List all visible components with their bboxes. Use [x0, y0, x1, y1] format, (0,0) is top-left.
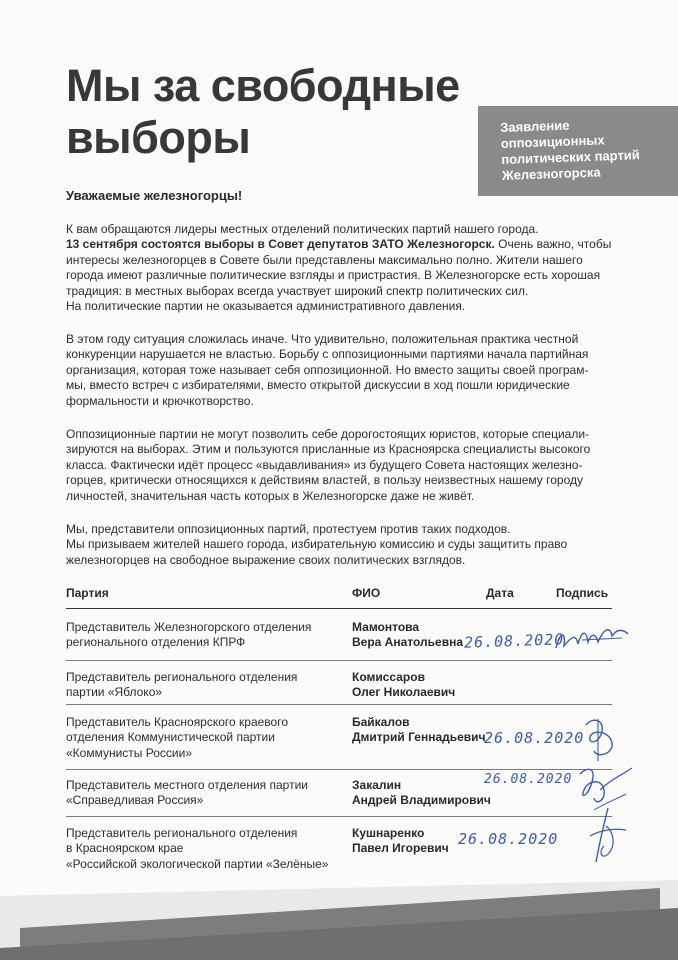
- fio-line: Мамонтова: [352, 620, 420, 634]
- party-line: в Красноярском крае: [66, 841, 184, 856]
- column-header-signature: Подпись: [556, 586, 609, 600]
- handwritten-date: 26.08.2020: [463, 630, 565, 652]
- fio-line: Андрей Владимирович: [352, 793, 491, 808]
- party-line: «Коммунисты России»: [66, 745, 192, 760]
- party-line: «Российской экологической партии «Зелёные»: [66, 856, 329, 871]
- party-line: отделения Коммунистической партии: [66, 730, 275, 745]
- table-row: [66, 715, 612, 770]
- text-line: формальности и крючкотворство.: [66, 393, 254, 408]
- table-row: [66, 620, 612, 661]
- text-line: традиция: в местных выборах всегда участвует широкий спектр политических сил.: [66, 283, 529, 298]
- text-line: На политические партии не оказывается административного давления.: [66, 299, 466, 314]
- party-cell: [66, 620, 336, 651]
- page-title: [66, 60, 466, 164]
- paragraph-lawyers: [66, 427, 626, 504]
- party-cell: [66, 826, 336, 872]
- text-line: Оппозиционные партии не могут позволить себе дорогостоящих юристов, которые специали-: [66, 427, 590, 441]
- fio-cell: [352, 778, 502, 809]
- text-line: класса. Фактически идёт процесс «выдавливания» из будущего Совета настоящих железно-: [66, 457, 583, 472]
- fio-line: Байкалов: [352, 715, 410, 729]
- statement-label-line: Заявление: [500, 117, 570, 135]
- column-header-fio: ФИО: [352, 586, 381, 600]
- table-row: [66, 772, 612, 817]
- footer-decoration: [0, 878, 678, 960]
- handwritten-date: 26.08.2020: [458, 830, 559, 848]
- party-line: Представитель Красноярского краевого: [66, 715, 289, 729]
- text-line: железногорцев на свободное выражение своих политических взглядов.: [66, 552, 466, 567]
- statement-label-box: [478, 106, 678, 196]
- statement-label-line: политических партий: [501, 147, 641, 167]
- statement-label: [500, 114, 672, 184]
- election-date-highlight: 13 сентября состоятся выборы в Совет депутатов ЗАТО Железногорск.: [66, 237, 495, 252]
- party-line: партии «Яблоко»: [66, 685, 163, 700]
- title-line: Мы за свободные: [66, 60, 460, 111]
- table-row: [66, 826, 612, 878]
- table-header: [66, 586, 612, 609]
- fio-line: Олег Николаевич: [352, 685, 456, 700]
- party-line: Представитель местного отделения партии: [66, 778, 308, 792]
- fio-cell: [352, 715, 502, 746]
- party-line: «Справедливая Россия»: [66, 793, 204, 808]
- fio-line: Дмитрий Геннадьевич: [352, 730, 486, 745]
- text-line: мы, вместо встреч с избирателями, вместо открытой дискуссии в ход пошли юридические: [66, 378, 570, 393]
- fio-line: Кушнаренко: [352, 826, 425, 840]
- paragraph-situation: [66, 332, 626, 409]
- paragraph-intro: [66, 222, 626, 314]
- signature-image: [586, 806, 632, 868]
- handwritten-date: 26.08.2020: [484, 772, 573, 787]
- fio-line: Вера Анатольевна: [352, 635, 463, 650]
- text-line: горцев, критически относящихся к действиям властей, в пользу неизвестных нашему городу: [66, 473, 584, 488]
- signature-image: [552, 622, 632, 658]
- party-cell: [66, 715, 336, 761]
- fio-line: Комиссаров: [352, 670, 425, 684]
- party-line: регионального отделения КПРФ: [66, 635, 246, 650]
- column-header-date: Дата: [486, 586, 514, 600]
- statement-label-line: оппозиционных: [500, 132, 605, 151]
- party-cell: [66, 670, 336, 701]
- title-line: выборы: [66, 112, 251, 163]
- fio-line: Закалин: [352, 778, 402, 792]
- table-row: [66, 670, 612, 705]
- party-line: Представитель регионального отделения: [66, 826, 298, 840]
- signature-image: [580, 715, 620, 765]
- party-line: Представитель Железногорского отделения: [66, 620, 312, 634]
- fio-line: Павел Игоревич: [352, 841, 449, 856]
- text-line: конкуренции нарушается не властью. Борьбу с оппозиционными партиями начала партийная: [66, 347, 589, 362]
- fio-cell: [352, 670, 502, 701]
- text-line: К вам обращаются лидеры местных отделений политических партий нашего города.: [66, 222, 539, 236]
- column-header-party: Партия: [66, 586, 109, 600]
- signatures-table: [66, 586, 612, 609]
- text-line: Мы, представители оппозиционных партий, протестуем против таких подходов.: [66, 522, 511, 536]
- statement-label-line: Железногорска: [501, 164, 601, 183]
- party-line: Представитель регионального отделения: [66, 670, 298, 684]
- text-line: организация, которая тоже называет себя оппозиционной. Но вместо защиты своей програм-: [66, 362, 589, 377]
- handwritten-date: 26.08.2020: [484, 729, 585, 747]
- paragraph-appeal: [66, 522, 626, 568]
- text-fragment: Очень важно, чтобы: [494, 237, 612, 252]
- greeting: Уважаемые железногорцы!: [66, 188, 243, 203]
- text-line: личностей, значительная часть которых в Железногорске даже не живёт.: [66, 488, 475, 503]
- text-line: В этом году ситуация сложилась иначе. Что удивительно, положительная практика честной: [66, 332, 579, 346]
- party-cell: [66, 778, 336, 809]
- text-line: зируются на выборах. Этим и пользуются присланные из Красноярска специалисты высокого: [66, 442, 591, 457]
- text-line: [66, 237, 626, 252]
- text-line: города имеют различные политические взгляды и пристрастия. В Железногорске есть хорошая: [66, 268, 601, 283]
- text-line: Мы призываем жителей нашего города, избирательную комиссию и суды защитить право: [66, 537, 568, 552]
- text-line: интересы железногорцев в Совете были представлены максимально полно. Жители нашего: [66, 252, 583, 267]
